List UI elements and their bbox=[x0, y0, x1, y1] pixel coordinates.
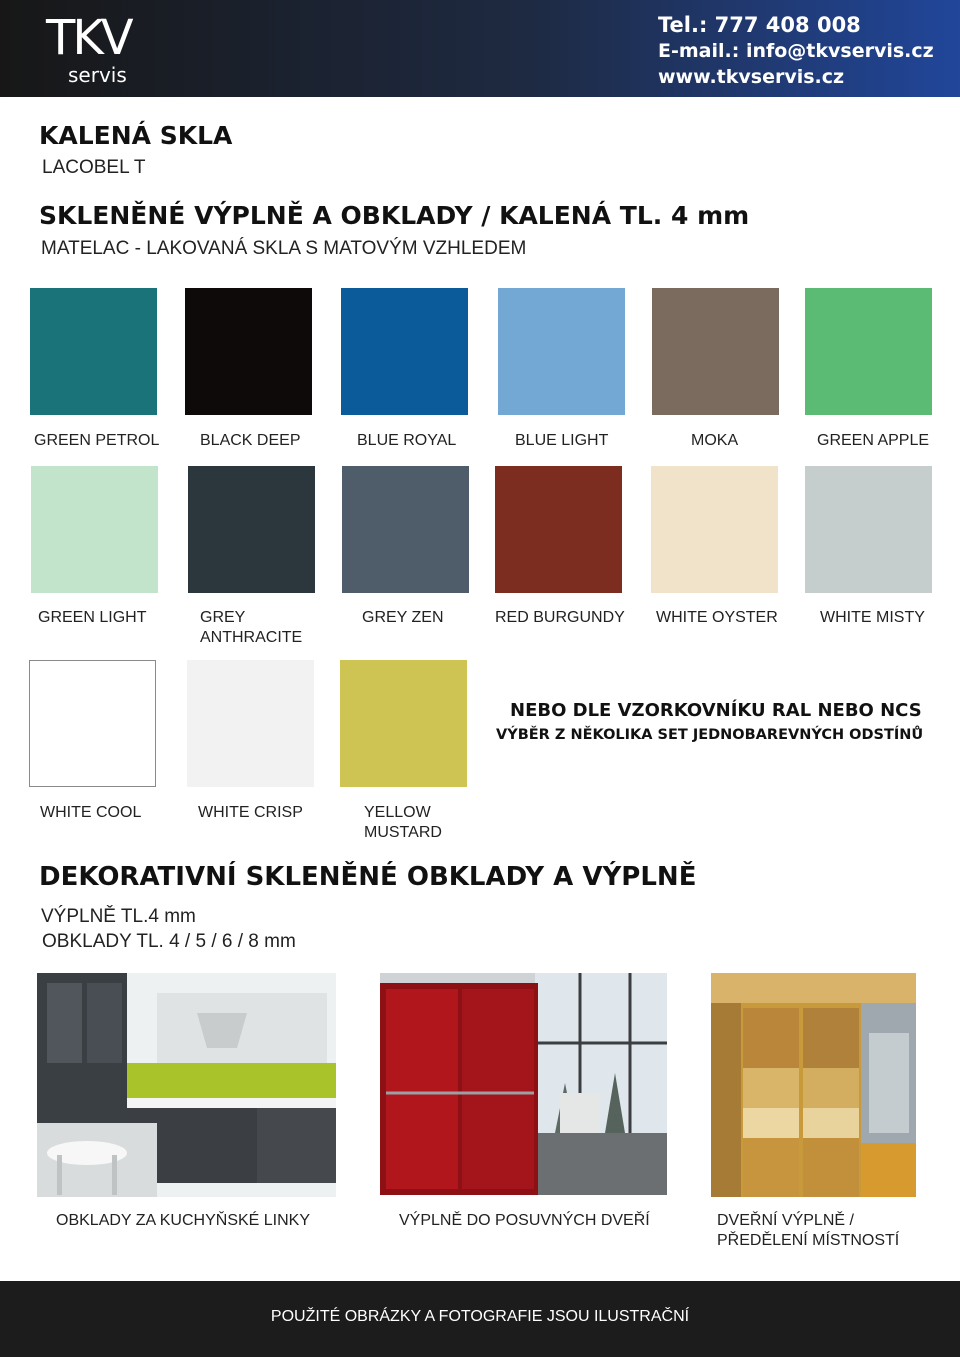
shades-note: VÝBĚR Z NĚKOLIKA SET JEDNOBAREVNÝCH ODSTÍNŮ bbox=[496, 727, 924, 743]
swatch-white-misty bbox=[805, 466, 932, 593]
swatch-moka bbox=[652, 288, 779, 415]
contact-email: E-mail.: info@tkvservis.cz bbox=[658, 40, 934, 62]
contact-block bbox=[658, 12, 958, 90]
swatch-blue-royal bbox=[341, 288, 468, 415]
section-line-vyplne: VÝPLNĚ TL.4 mm bbox=[41, 906, 196, 927]
swatch-white-oyster bbox=[651, 466, 778, 593]
swatch-grey-anthracite bbox=[188, 466, 315, 593]
swatch-white-cool bbox=[29, 660, 156, 787]
section-line-obklady: OBKLADY TL. 4 / 5 / 6 / 8 mm bbox=[42, 931, 296, 952]
swatch-green-light bbox=[31, 466, 158, 593]
section-title-kalena-skla: KALENÁ SKLA bbox=[39, 121, 233, 150]
swatch-label: BLUE ROYAL bbox=[357, 432, 457, 449]
photo-caption-kitchen: OBKLADY ZA KUCHYŇSKÉ LINKY bbox=[56, 1212, 311, 1229]
swatch-label: YELLOW MUSTARD bbox=[364, 804, 442, 841]
swatch-label: GREY ANTHRACITE bbox=[200, 609, 303, 646]
swatch-yellow-mustard bbox=[340, 660, 467, 787]
section-subtitle-matelac: MATELAC - LAKOVANÁ SKLA S MATOVÝM VZHLEDEM bbox=[41, 238, 527, 259]
room-divider-photo bbox=[711, 973, 916, 1197]
swatch-grey-zen bbox=[342, 466, 469, 593]
contact-website: www.tkvservis.cz bbox=[658, 66, 845, 88]
sliding-door-photo bbox=[380, 973, 667, 1195]
room-divider-illustration bbox=[711, 973, 916, 1197]
swatch-label: MOKA bbox=[691, 432, 739, 449]
company-logo bbox=[46, 12, 156, 88]
kitchen-photo bbox=[37, 973, 336, 1197]
footer-disclaimer: POUŽITÉ OBRÁZKY A FOTOGRAFIE JSOU ILUSTRAČNÍ bbox=[270, 1308, 690, 1325]
photo-caption-sliding-doors: VÝPLNĚ DO POSUVNÝCH DVEŘÍ bbox=[399, 1212, 650, 1229]
swatch-label: GREEN APPLE bbox=[817, 432, 930, 449]
swatch-label: GREEN LIGHT bbox=[38, 609, 147, 626]
swatch-blue-light bbox=[498, 288, 625, 415]
photo-caption-room-divider: DVEŘNÍ VÝPLNĚ / PŘEDĚLENÍ MÍSTNOSTÍ bbox=[717, 1212, 900, 1249]
logo-subtitle: servis bbox=[68, 63, 127, 87]
swatch-white-crisp bbox=[187, 660, 314, 787]
contact-phone: Tel.: 777 408 008 bbox=[658, 13, 861, 37]
swatch-black-deep bbox=[185, 288, 312, 415]
section-subtitle-lacobel: LACOBEL T bbox=[42, 157, 146, 178]
swatch-label: WHITE CRISP bbox=[198, 804, 303, 821]
swatch-label: BLUE LIGHT bbox=[515, 432, 609, 449]
swatch-green-petrol bbox=[30, 288, 157, 415]
section-title-dekorativni: DEKORATIVNÍ SKLENĚNÉ OBKLADY A VÝPLNĚ bbox=[39, 862, 697, 892]
swatch-label: WHITE OYSTER bbox=[656, 609, 778, 626]
sliding-door-illustration bbox=[380, 973, 667, 1195]
swatch-label: RED BURGUNDY bbox=[495, 609, 625, 626]
logo-mark: TKV bbox=[46, 10, 131, 66]
kitchen-illustration bbox=[37, 973, 336, 1197]
section-title-sklenene-vyplne: SKLENĚNÉ VÝPLNĚ A OBKLADY / KALENÁ TL. 4 mm bbox=[39, 201, 750, 230]
swatch-red-burgundy bbox=[495, 466, 622, 593]
swatch-label: WHITE MISTY bbox=[820, 609, 925, 626]
swatch-label: GREEN PETROL bbox=[34, 432, 160, 449]
swatch-label: GREY ZEN bbox=[362, 609, 444, 626]
ral-ncs-note: NEBO DLE VZORKOVNÍKU RAL NEBO NCS bbox=[510, 700, 922, 721]
swatch-green-apple bbox=[805, 288, 932, 415]
swatch-label: WHITE COOL bbox=[40, 804, 142, 821]
swatch-label: BLACK DEEP bbox=[200, 432, 301, 449]
